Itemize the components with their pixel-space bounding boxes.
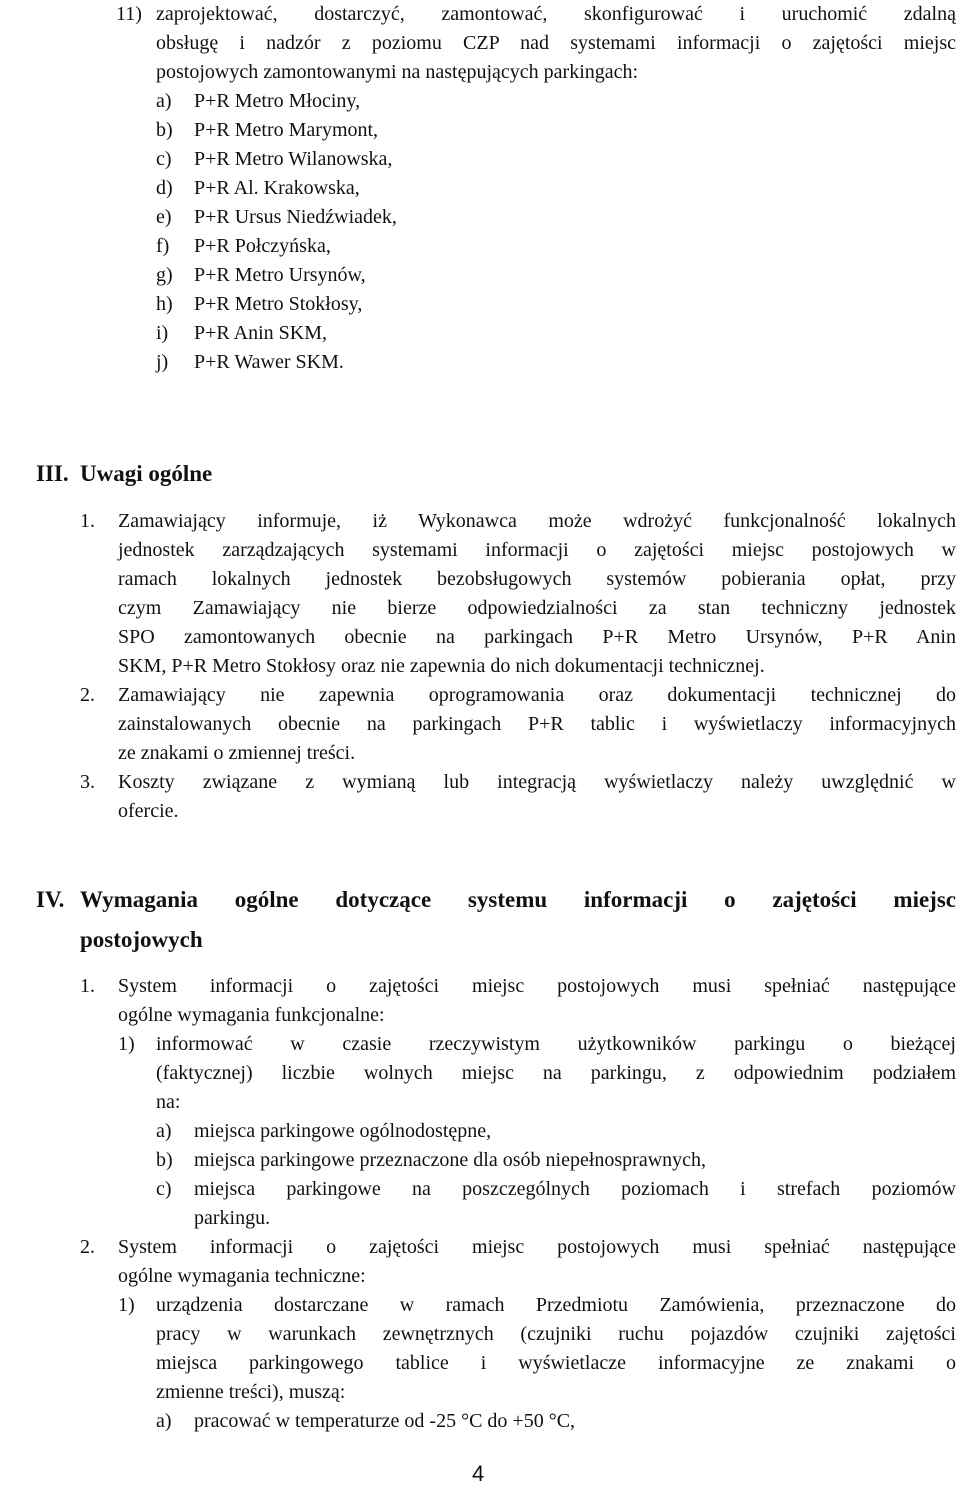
item-number: 2.: [80, 1236, 95, 1258]
paragraph-line: ogólne wymagania techniczne:: [118, 1265, 366, 1287]
list-marker: c): [156, 148, 172, 170]
paragraph-line: ramach lokalnych jednostek bezobsługowych systemów pobierania opłat, przy: [118, 568, 956, 590]
list-marker: f): [156, 235, 170, 257]
paragraph-line: pracy w warunkach zewnętrznych (czujniki ruchu pojazdów czujniki zajętości: [156, 1323, 956, 1345]
list-marker: b): [156, 1149, 173, 1171]
sub-item-number: 1): [118, 1033, 135, 1055]
section-numeral: III.: [36, 461, 69, 486]
paragraph-line: obsługę i nadzór z poziomu CZP nad systemami informacji o zajętości miejsc: [156, 32, 956, 54]
section-title-continued: postojowych: [80, 927, 203, 952]
paragraph-line: na:: [156, 1091, 181, 1113]
paragraph-line: ogólne wymagania funkcjonalne:: [118, 1004, 385, 1026]
paragraph-line: Koszty związane z wymianą lub integracją wyświetlaczy należy uwzględnić w: [118, 771, 956, 793]
list-marker: e): [156, 206, 172, 228]
list-item: P+R Metro Wilanowska,: [194, 148, 393, 170]
list-marker: a): [156, 1120, 172, 1142]
item-number: 11): [116, 3, 142, 25]
list-item: P+R Ursus Niedźwiadek,: [194, 206, 397, 228]
list-item: pracować w temperaturze od -25 °C do +50 °C,: [194, 1410, 576, 1432]
list-item: P+R Metro Ursynów,: [194, 264, 366, 286]
paragraph-line: System informacji o zajętości miejsc postojowych musi spełniać następujące: [118, 1236, 956, 1258]
list-item-continued: parkingu.: [194, 1207, 271, 1229]
paragraph-line: postojowych zamontowanymi na następujących parkingach:: [156, 61, 639, 83]
list-marker: j): [156, 351, 169, 373]
paragraph-line: miejsca parkingowego tablice i wyświetlacze informacyjne ze znakami o: [156, 1352, 956, 1374]
list-marker: i): [156, 322, 169, 344]
list-item: P+R Al. Krakowska,: [194, 177, 360, 199]
paragraph-line: zainstalowanych obecnie na parkingach P+R tablic i wyświetlaczy informacyjnych: [118, 713, 956, 735]
page-number: 4: [472, 1461, 485, 1486]
item-number: 2.: [80, 684, 95, 706]
list-marker: d): [156, 177, 173, 199]
list-item: P+R Połczyńska,: [194, 235, 331, 257]
paragraph-line: informować w czasie rzeczywistym użytkowników parkingu o bieżącej: [156, 1033, 956, 1055]
paragraph-line: jednostek zarządzających systemami informacji o zajętości miejsc postojowych w: [118, 539, 956, 561]
list-item: P+R Metro Młociny,: [194, 90, 361, 112]
list-item: P+R Wawer SKM.: [194, 351, 344, 373]
list-item: miejsca parkingowe na poszczególnych poziomach i strefach poziomów: [194, 1178, 956, 1200]
section-title: Uwagi ogólne: [80, 461, 213, 486]
paragraph-line: urządzenia dostarczane w ramach Przedmiotu Zamówienia, przeznaczone do: [156, 1294, 956, 1316]
paragraph-line: SPO zamontowanych obecnie na parkingach P+R Metro Ursynów, P+R Anin: [118, 626, 956, 648]
paragraph-line: Zamawiający nie zapewnia oprogramowania oraz dokumentacji technicznej do: [118, 684, 956, 706]
list-item: P+R Metro Stokłosy,: [194, 293, 363, 315]
item-number: 1.: [80, 510, 95, 532]
paragraph-line: ze znakami o zmiennej treści.: [118, 742, 356, 764]
section-numeral: IV.: [36, 887, 65, 912]
item-number: 3.: [80, 771, 95, 793]
paragraph-line: zmienne treści), muszą:: [156, 1381, 346, 1403]
list-marker: g): [156, 264, 173, 286]
paragraph-line: (faktycznej) liczbie wolnych miejsc na parkingu, z odpowiednim podziałem: [156, 1062, 956, 1084]
section-title: Wymagania ogólne dotyczące systemu informacji o zajętości miejsc: [80, 887, 956, 912]
list-marker: c): [156, 1178, 172, 1200]
paragraph-line: System informacji o zajętości miejsc postojowych musi spełniać następujące: [118, 975, 956, 997]
list-marker: a): [156, 90, 172, 112]
list-item: P+R Anin SKM,: [194, 322, 327, 344]
paragraph-line: czym Zamawiający nie bierze odpowiedzialności za stan techniczny jednostek: [118, 597, 956, 619]
sub-item-number: 1): [118, 1294, 135, 1316]
list-item: miejsca parkingowe przeznaczone dla osób niepełnosprawnych,: [194, 1149, 707, 1171]
paragraph-line: Zamawiający informuje, iż Wykonawca może wdrożyć funkcjonalność lokalnych: [118, 510, 956, 532]
item-number: 1.: [80, 975, 95, 997]
list-item: P+R Metro Marymont,: [194, 119, 379, 141]
list-marker: a): [156, 1410, 172, 1432]
paragraph-line: ofercie.: [118, 800, 179, 822]
list-item: miejsca parkingowe ogólnodostępne,: [194, 1120, 492, 1142]
paragraph-line: SKM, P+R Metro Stokłosy oraz nie zapewnia do nich dokumentacji technicznej.: [118, 655, 765, 677]
paragraph-line: zaprojektować, dostarczyć, zamontować, skonfigurować i uruchomić zdalną: [156, 3, 956, 25]
list-marker: h): [156, 293, 173, 315]
list-marker: b): [156, 119, 173, 141]
